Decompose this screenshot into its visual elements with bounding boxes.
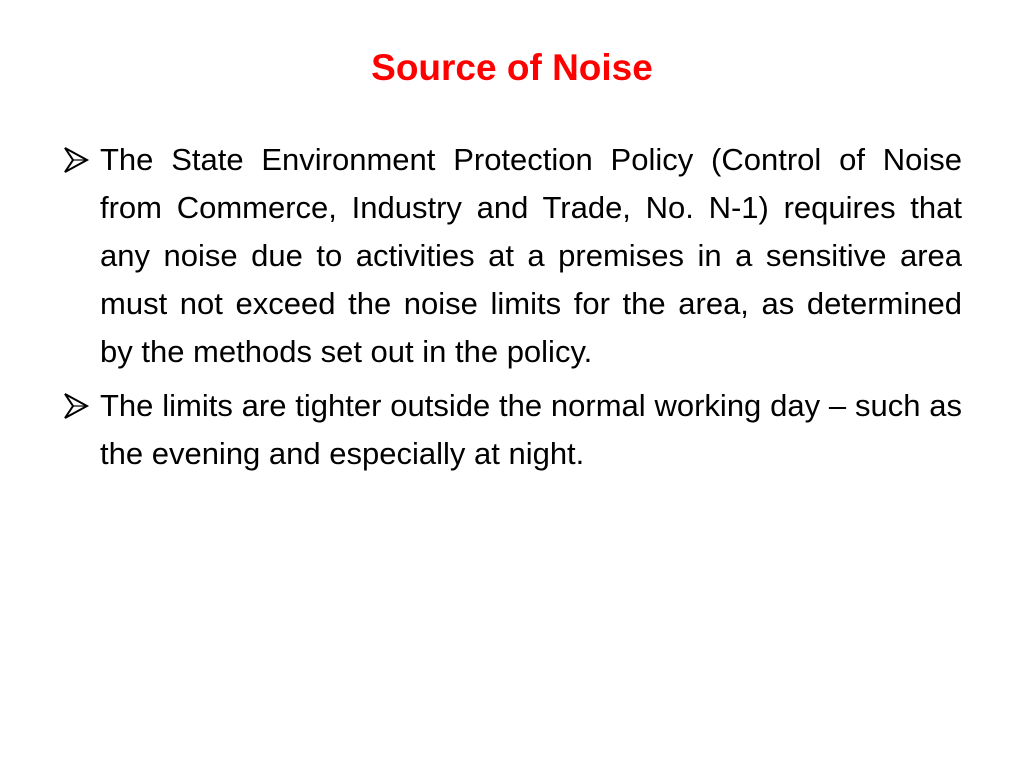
bullet-text: The limits are tighter outside the normal working day – such as the evening and especially at night. — [100, 388, 962, 471]
bullet-item — [62, 382, 962, 478]
bullet-item — [62, 136, 962, 376]
arrowhead-bullet-icon — [62, 382, 92, 430]
arrowhead-bullet-icon — [62, 136, 92, 184]
bullet-text: The State Environment Protection Policy (Control of Noise from Commerce, Industry and Trade, No. N-1) requires that any noise due to activities at a premises in a sensitive area must not exceed the noise limits for the area, as determined by the methods set out in the policy. — [100, 142, 962, 369]
slide-title: Source of Noise — [371, 47, 653, 88]
bullet-list — [62, 136, 962, 484]
